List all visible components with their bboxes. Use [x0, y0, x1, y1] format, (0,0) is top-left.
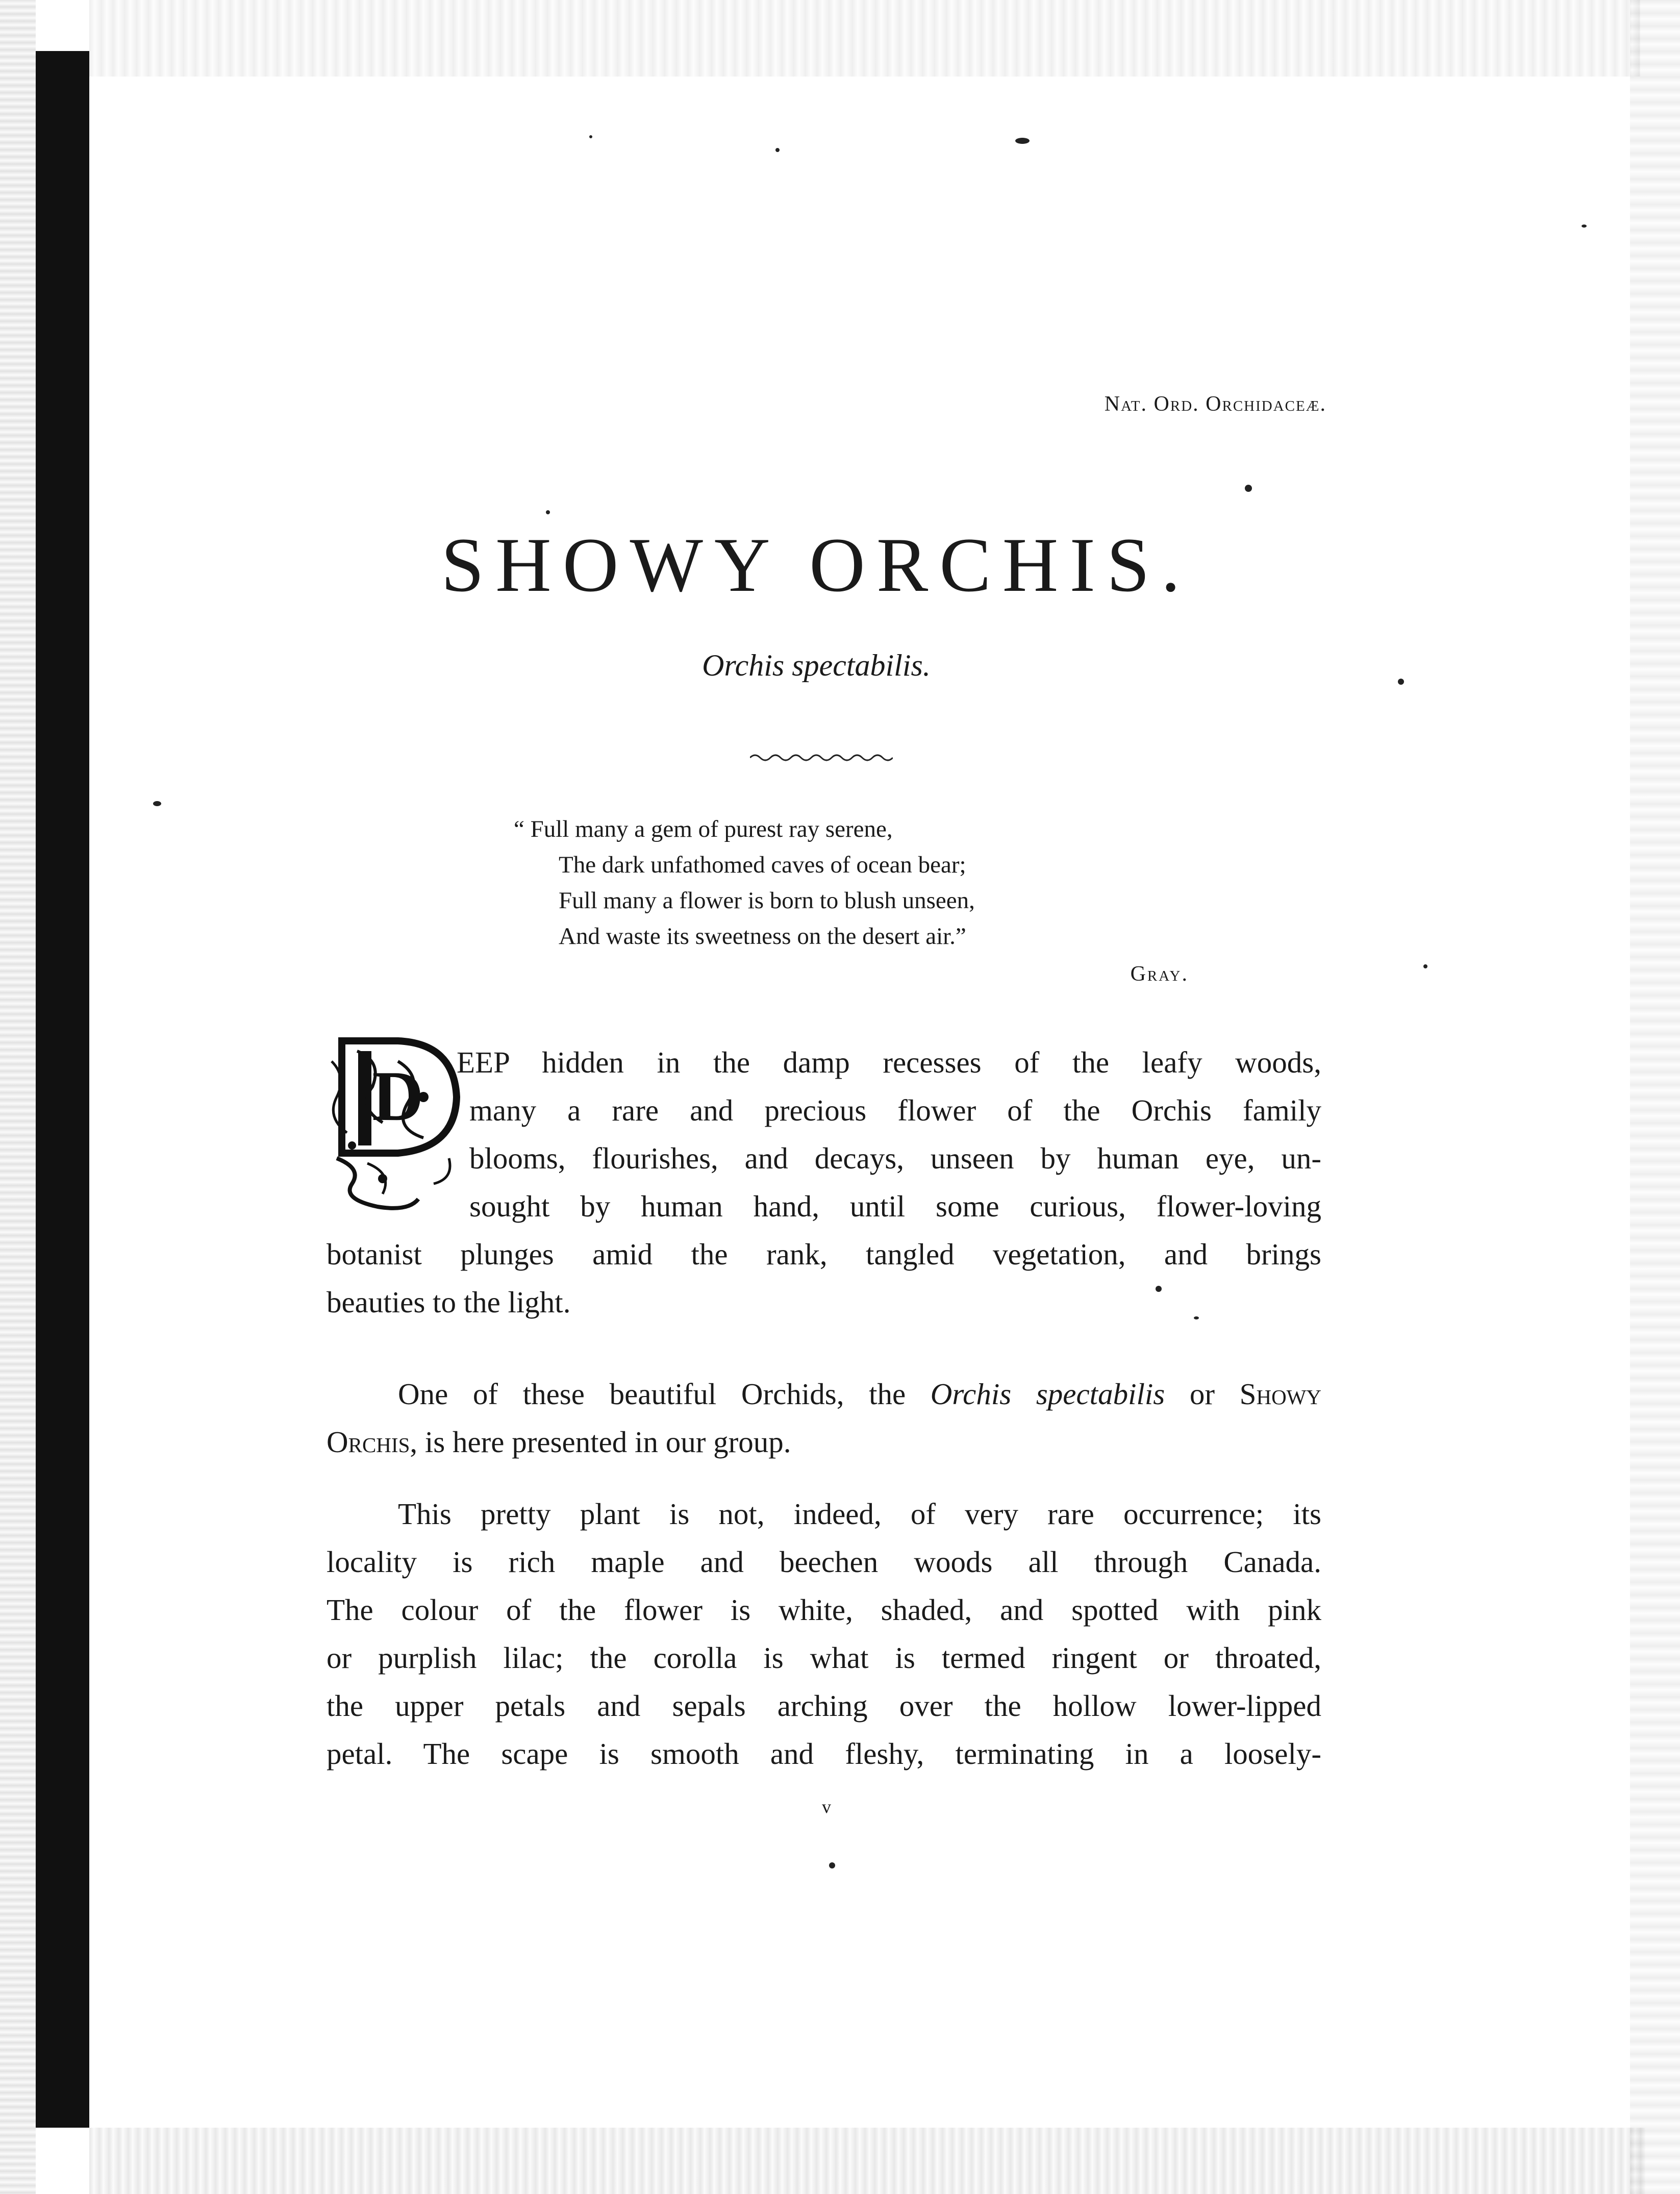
epigraph-line: The dark unfathomed caves of ocean bear; — [559, 852, 966, 878]
text-line: blooms, flourishes, and decays, unseen by human eye, un- — [469, 1141, 1321, 1175]
text-run: , is here presented in our group. — [410, 1425, 791, 1459]
page-top-edge-noise — [89, 0, 1640, 77]
italic-botanical-name: Orchis spectabilis — [930, 1377, 1165, 1411]
text-run: One of these beautiful Orchids, the — [398, 1377, 931, 1411]
text-line: or purplish lilac; the corolla is what is termed ringent or throated, — [327, 1641, 1321, 1675]
scan-speck — [589, 135, 592, 138]
text-line — [327, 1370, 1321, 1418]
text-line: The colour of the flower is white, shaded, and spotted with pink — [327, 1593, 1321, 1627]
scan-speck — [1423, 964, 1427, 968]
epigraph — [514, 811, 1242, 954]
scan-speck — [1582, 225, 1587, 228]
text-line: EEP hidden in the damp recesses of the leafy woods, — [457, 1045, 1321, 1079]
body-paragraph-3 — [327, 1490, 1321, 1778]
scan-speck — [775, 148, 780, 152]
text-line: many a rare and precious flower of the Orchis family — [469, 1093, 1321, 1127]
text-line: botanist plunges amid the rank, tangled vegetation, and brings — [327, 1237, 1321, 1271]
scan-speck — [1015, 138, 1030, 144]
scan-speck — [829, 1862, 835, 1868]
text-line: locality is rich maple and beechen woods all through Canada. — [327, 1545, 1321, 1579]
small-caps-name: Orchis — [327, 1425, 410, 1459]
scan-speck — [546, 510, 550, 514]
text-run: or — [1165, 1377, 1240, 1411]
ornamental-wavy-rule — [750, 750, 893, 765]
signature-mark: v — [822, 1797, 831, 1817]
text-line: This pretty plant is not, indeed, of very rare occurrence; its — [398, 1497, 1321, 1531]
body-paragraph-2 — [327, 1370, 1321, 1466]
drop-cap-letter: D — [372, 1057, 424, 1136]
epigraph-line: “ Full many a gem of purest ray serene, — [514, 816, 893, 842]
scan-speck — [1245, 485, 1252, 492]
small-caps-name: Showy — [1239, 1377, 1321, 1411]
botanical-name: Orchis spectabilis. — [702, 649, 931, 682]
body-paragraph-1 — [327, 1038, 1321, 1326]
page-right-edge-noise — [1630, 0, 1680, 2194]
text-line — [327, 1418, 1321, 1466]
epigraph-attribution: Gray. — [1130, 962, 1189, 986]
binding-shadow — [0, 0, 36, 2194]
text-line: sought by human hand, until some curious, flower-loving — [469, 1189, 1321, 1223]
text-line: beauties to the light. — [327, 1285, 571, 1319]
epigraph-line: Full many a flower is born to blush unseen, — [559, 887, 975, 914]
epigraph-line: And waste its sweetness on the desert air.” — [559, 923, 966, 950]
text-line: petal. The scape is smooth and fleshy, terminating in a loosely- — [327, 1737, 1321, 1771]
page-bottom-edge-noise — [89, 2128, 1645, 2194]
page-binding-edge — [36, 51, 89, 2128]
scan-speck — [1398, 679, 1404, 685]
scan-speck — [153, 801, 161, 806]
natural-order-label: Nat. Ord. Orchidaceæ. — [1104, 392, 1326, 416]
page-title: SHOWY ORCHIS. — [441, 522, 1192, 608]
text-line: the upper petals and sepals arching over the hollow lower-lipped — [327, 1689, 1321, 1723]
